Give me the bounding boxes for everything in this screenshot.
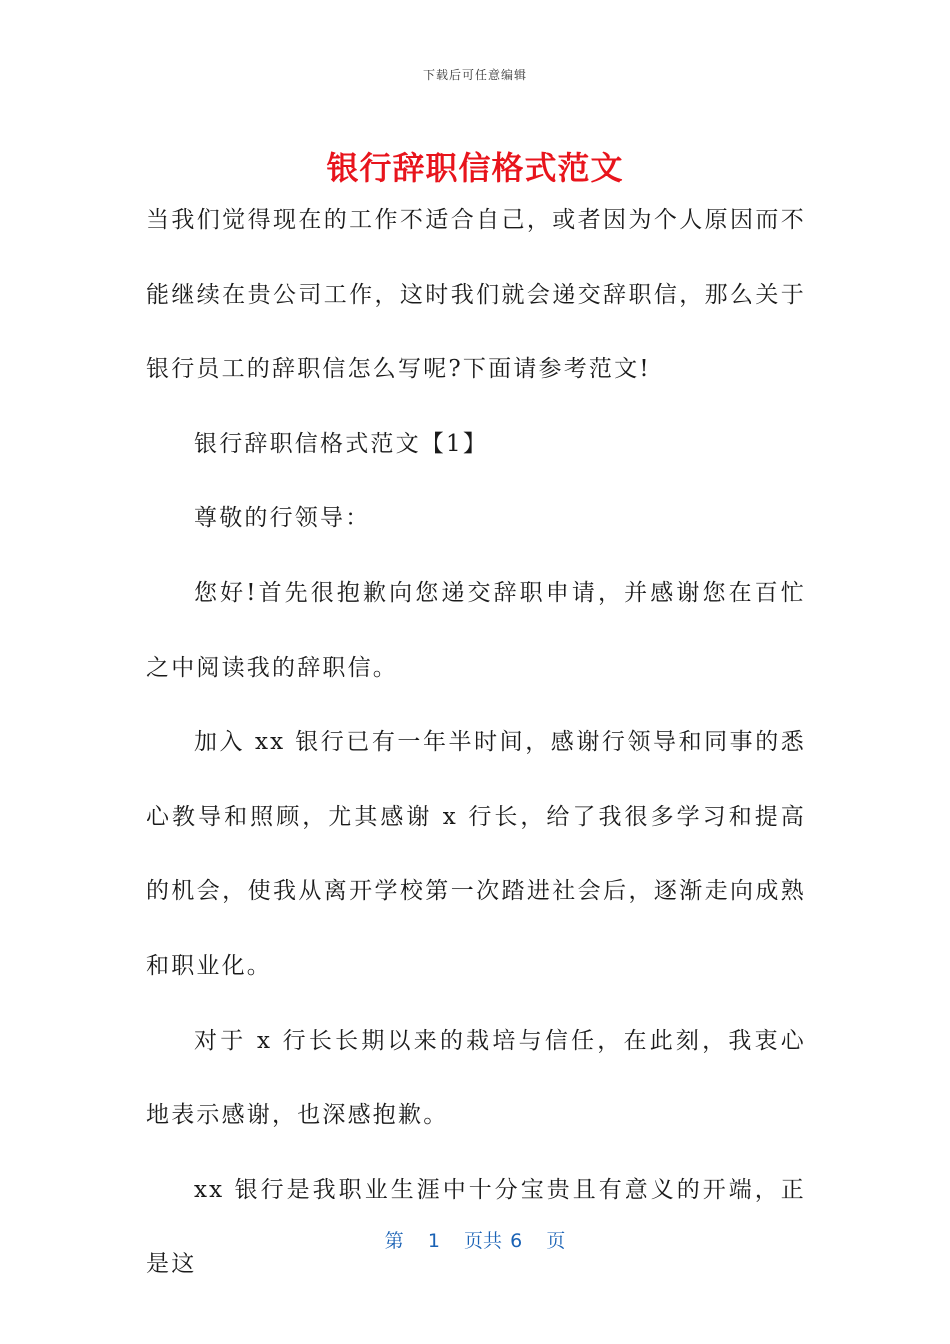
footer-suffix: 页 xyxy=(546,1230,566,1252)
footer-prefix: 第 xyxy=(384,1230,404,1252)
paragraph-gratitude: 加入 xx 银行已有一年半时间，感谢行领导和同事的悉心教导和照顾，尤其感谢 x 行长，给了我很多学习和提高的机会，使我从离开学校第一次踏进社会后，逐渐走向成熟和职业化。 xyxy=(146,729,806,979)
paragraph-greeting: 您好!首先很抱歉向您递交辞职申请，并感谢您在百忙之中阅读我的辞职信。 xyxy=(146,579,806,681)
footer-total-pages: 6 xyxy=(510,1230,523,1252)
page-number-footer xyxy=(0,1226,950,1253)
footer-middle: 页共 xyxy=(464,1230,503,1252)
paragraph-intro: 当我们觉得现在的工作不适合自己，或者因为个人原因而不能继续在贵公司工作，这时我们就会递交辞职信，那么关于银行员工的辞职信怎么写呢?下面请参考范文! xyxy=(146,207,806,383)
document-body xyxy=(146,183,806,1302)
page-header-note: 下载后可任意编辑 xyxy=(422,68,527,82)
document-title: 银行辞职信格式范文 xyxy=(326,149,624,187)
paragraph-salutation: 尊敬的行领导： xyxy=(194,505,371,532)
paragraph-sample-heading: 银行辞职信格式范文【1】 xyxy=(194,430,489,457)
paragraph-career-start: xx 银行是我职业生涯中十分宝贵且有意义的开端，正是这 xyxy=(146,1176,806,1278)
paragraph-thanks-manager: 对于 x 行长长期以来的栽培与信任，在此刻，我衷心地表示感谢，也深感抱歉。 xyxy=(146,1027,806,1129)
footer-current-page: 1 xyxy=(427,1230,440,1252)
